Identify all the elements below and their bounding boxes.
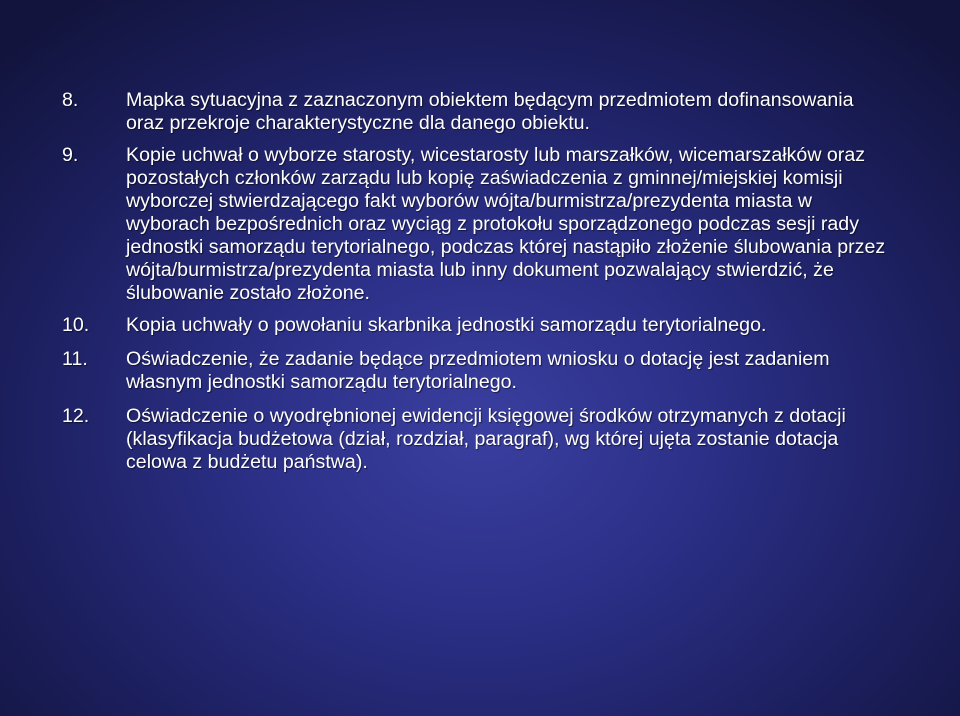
list-item-number: 9. (62, 144, 79, 166)
list-item-text: Kopia uchwały o powołaniu skarbnika jednostki samorządu terytorialnego. (126, 314, 767, 336)
numbered-list (62, 89, 912, 474)
list-item (62, 348, 912, 394)
list-item-text: Oświadczenie o wyodrębnionej ewidencji księgowej środków otrzymanych z dotacji (klasyfikacja budżetowa (dział, rozdział, paragraf), wg której ujęta zostanie dotacja celowa z budżetu państwa). (126, 405, 846, 473)
list-item (62, 144, 912, 305)
list-item-number: 8. (62, 89, 79, 111)
list-item-text: Mapka sytuacyjna z zaznaczonym obiektem będącym przedmiotem dofinansowania oraz przekroje charakterystyczne dla danego obiektu. (126, 89, 854, 134)
list-item (62, 405, 912, 474)
list-item (62, 314, 912, 337)
list-item-text: Oświadczenie, że zadanie będące przedmiotem wniosku o dotację jest zadaniem własnym jednostki samorządu terytorialnego. (126, 348, 830, 393)
list-item-number: 11. (62, 348, 88, 370)
list-item-number: 12. (62, 405, 90, 427)
list-item (62, 89, 912, 135)
list-item-text: Kopie uchwał o wyborze starosty, wicestarosty lub marszałków, wicemarszałków oraz pozostałych członków zarządu lub kopię zaświadczenia z gminnej/miejskiej komisji wyborczej stwierdzającego fakt wyborów wójta/burmistrza/prezydenta miasta w wyborach bezpośrednich oraz wyciąg z protokołu sporządzonego podczas sesji rady jednostki samorządu terytorialnego, podczas której nastąpiło złożenie ślubowania przez wójta/burmistrza/prezydenta miasta lub inny dokument pozwalający stwierdzić, że ślubowanie zostało złożone. (126, 144, 886, 304)
list-item-number: 10. (62, 314, 90, 336)
